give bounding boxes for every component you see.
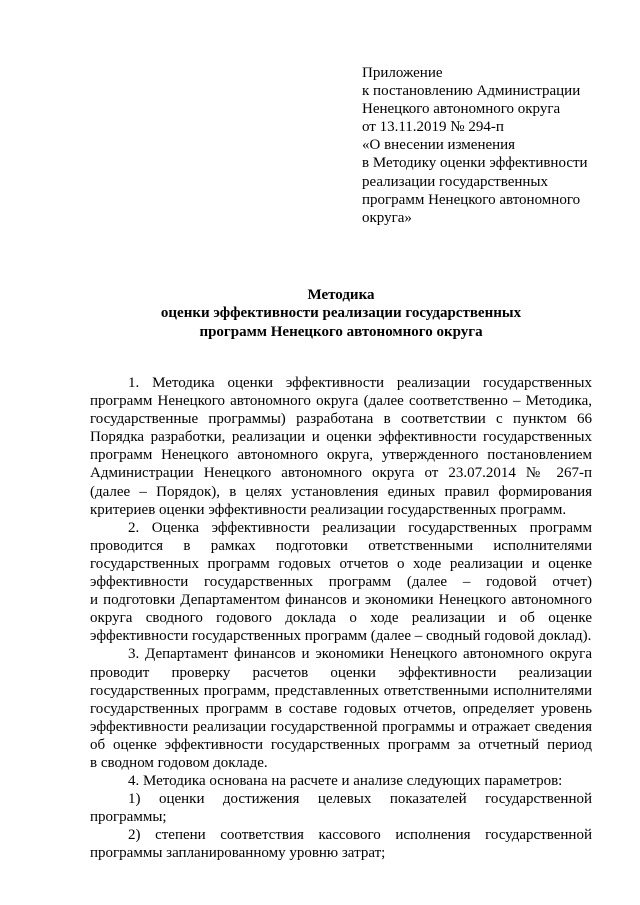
paragraph-3 bbox=[90, 645, 592, 772]
appendix-line: в Методику оценки эффективности bbox=[362, 155, 588, 172]
text-line: государственных программ годовых отчетов о ходе реализации и оценке bbox=[90, 555, 592, 572]
text-line: Порядка разработки, реализации и оценки эффективности государственных bbox=[90, 429, 592, 446]
text-line: программ Ненецкого автономного округа (далее соответственно – Методика, bbox=[90, 393, 592, 410]
text-line: и подготовки Департаментом финансов и экономики Ненецкого автономного bbox=[90, 592, 592, 609]
appendix-line: программ Ненецкого автономного bbox=[362, 191, 581, 208]
text-line: 2) степени соответствия кассового исполнения государственной bbox=[128, 827, 592, 844]
text-line: эффективности государственных программ (далее – сводный годовой доклад). bbox=[90, 628, 592, 645]
text-line: эффективности реализации государственной программы и отражает сведения bbox=[90, 718, 592, 735]
text-line: 3. Департамент финансов и экономики Ненецкого автономного округа bbox=[128, 646, 592, 663]
text-line: 4. Методика основана на расчете и анализе следующих параметров: bbox=[128, 773, 563, 790]
list-item-1 bbox=[90, 790, 592, 826]
appendix-line: «О внесении изменения bbox=[362, 137, 516, 154]
text-line: эффективности государственных программ (далее – годовой отчет) bbox=[90, 574, 592, 591]
text-line: государственных программ, представленных ответственными исполнителями bbox=[90, 682, 592, 699]
appendix-line: округа» bbox=[362, 209, 412, 226]
text-line: в сводном годовом докладе. bbox=[90, 754, 268, 771]
text-line: проводится в рамках подготовки ответственными исполнителями bbox=[90, 537, 592, 554]
appendix-line: к постановлению Администрации bbox=[362, 83, 581, 100]
text-line: государственных программ в составе годовых отчетов, определяет уровень bbox=[90, 700, 592, 717]
text-line: программ Ненецкого автономного округа, утвержденного постановлением bbox=[90, 447, 592, 464]
appendix-line: Приложение bbox=[362, 65, 443, 81]
text-line: программы; bbox=[90, 809, 167, 826]
paragraph-1 bbox=[90, 374, 592, 519]
text-line: 1. Методика оценки эффективности реализации государственных bbox=[128, 375, 592, 391]
text-line: (далее – Порядок), в целях установления единых правил формирования bbox=[90, 483, 592, 500]
text-line: Администрации Ненецкого автономного округа от 23.07.2014 № 267-п bbox=[90, 465, 592, 482]
paragraph-4 bbox=[90, 772, 592, 790]
appendix-header bbox=[362, 64, 612, 227]
text-line: критериев оценки эффективности реализации государственных программ. bbox=[90, 501, 567, 518]
appendix-line: реализации государственных bbox=[362, 173, 549, 190]
paragraph-2 bbox=[90, 519, 592, 646]
document-title bbox=[90, 286, 592, 341]
title-line: программ Ненецкого автономного округа bbox=[199, 323, 483, 340]
title-line: оценки эффективности реализации государственных bbox=[160, 305, 522, 322]
appendix-line: Ненецкого автономного округа bbox=[362, 101, 561, 118]
document-body bbox=[90, 374, 592, 863]
title-line: Методика bbox=[307, 287, 375, 303]
text-line: государственные программы) разработана в соответствии с пунктом 66 bbox=[90, 411, 592, 428]
appendix-line: от 13.11.2019 № 294-п bbox=[362, 119, 504, 136]
text-line: округа сводного годового доклада о ходе реализации и об оценке bbox=[90, 610, 592, 627]
text-line: об оценке эффективности государственных программ за отчетный период bbox=[90, 736, 592, 753]
text-line: проводит проверку расчетов оценки эффективности реализации bbox=[90, 664, 592, 681]
list-item-2 bbox=[90, 826, 592, 862]
text-line: 2. Оценка эффективности реализации государственных программ bbox=[128, 519, 592, 536]
text-line: 1) оценки достижения целевых показателей государственной bbox=[128, 791, 592, 808]
text-line: программы запланированному уровню затрат; bbox=[90, 845, 386, 862]
